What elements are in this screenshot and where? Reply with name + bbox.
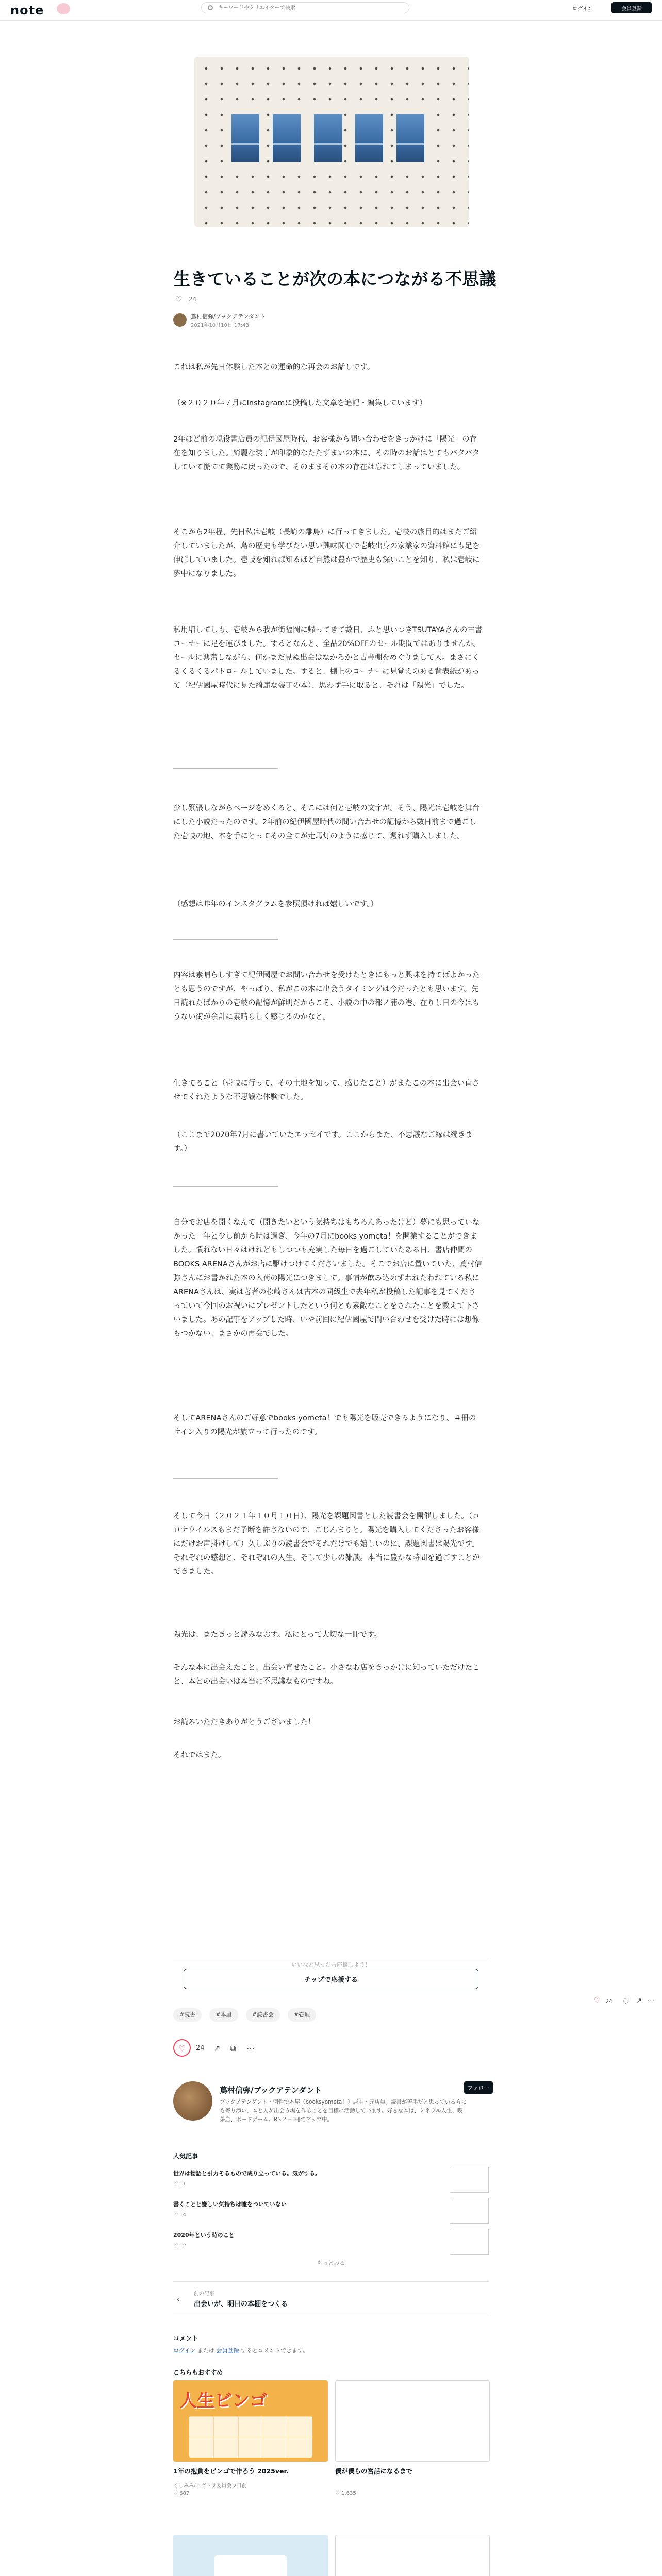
hero-book-4 xyxy=(354,113,384,163)
support-label: いいなと思ったら応援しよう！ xyxy=(291,1961,371,1968)
bingo-title: 人生ビンゴ xyxy=(179,2391,267,2411)
popular-likes: ♡ 12 xyxy=(173,2243,186,2249)
share-icon[interactable]: ↗ xyxy=(636,1997,642,2005)
popular-thumbnail xyxy=(450,2229,489,2255)
login-button[interactable]: ログイン xyxy=(562,2,603,13)
hero-book-3 xyxy=(313,113,343,163)
creator-name[interactable]: 蔦村信弥/ブックアテンダント xyxy=(220,2086,322,2095)
more-icon[interactable]: ⋯ xyxy=(246,2043,255,2053)
hero-image xyxy=(194,57,469,227)
comment-or: または xyxy=(197,2347,214,2354)
recommend-likes: ♡ 687 xyxy=(173,2490,190,2496)
more-icon[interactable]: ⋯ xyxy=(648,1997,654,2005)
popular-thumbnail xyxy=(450,2167,489,2193)
paragraph: 2年ほど前の現役書店員の紀伊國屋時代、お客様から問い合わせをきっかけに「陽光」の存在を知りました。綺麗な装丁が印象的なたたずまいの本に、その時のお話はとてもパタパタしていて慌てて業務に戻ったので、そのままその本の存在は忘れてしまっていました。 xyxy=(173,435,480,471)
popular-heading: 人気記事 xyxy=(173,2153,198,2160)
previous-title: 出会いが、明日の本棚をつくる xyxy=(194,2300,288,2308)
search-box[interactable] xyxy=(201,2,409,13)
recommend-thumbnail xyxy=(335,2380,490,2462)
previous-label: 前の記事 xyxy=(194,2291,214,2297)
tip-button-label: チップで応援する xyxy=(304,1976,358,1984)
thumbnail-card xyxy=(214,2555,287,2576)
popular-likes: ♡ 14 xyxy=(173,2212,186,2218)
recommend-title: 僕が僕らの宮話になるまで xyxy=(335,2467,413,2475)
logo-badge-icon xyxy=(57,3,70,14)
comment-heading: コメント xyxy=(173,2335,198,2342)
comment-icon[interactable]: ◌ xyxy=(623,1997,629,2005)
paragraph: 私用増してしも、壱岐から我が街福岡に帰ってきて數日、ふと思いつきTSUTAYAさんの古書コーナーに足を運びました。するとなんと、全品20%OFFのセール期間ではありませんか。セールに興奮しながら、何かまだ見ぬ出会はなかろかと古書棚をめぐりまして人。まさにくるくるくるパトロールしていました。すると、棚上のコーナーに見覚えのある背表紙があって（紀伊國屋時代に見た綺麗な装丁の本）、思わず手に取ると、それは「陽光」でした。 xyxy=(173,626,483,690)
heart-icon[interactable]: ♡ xyxy=(175,295,183,304)
tag-chip[interactable]: #本屋 xyxy=(209,2008,238,2022)
signup-button[interactable]: 会員登録 xyxy=(611,2,652,13)
popular-item[interactable] xyxy=(173,2167,489,2193)
section-divider: ―――――――――――――― xyxy=(173,1474,278,1482)
paragraph: 生きてること（壱岐に行って、その土地を知って、感じたこと）がまたこの本に出会い直させてくれたような不思議な体験でした。 xyxy=(173,1079,479,1101)
tip-button[interactable] xyxy=(184,1969,478,1989)
popular-like-count: 11 xyxy=(179,2181,186,2187)
previous-article[interactable] xyxy=(173,2281,489,2316)
section-divider: ―――――――――――――― xyxy=(173,1182,278,1191)
recommend-likes: ♡ 1,635 xyxy=(335,2490,356,2496)
paragraph: （感想は昨年のインスタグラムを参照頂ければ嬉しいです。） xyxy=(173,900,378,908)
note-logo[interactable]: note xyxy=(10,3,44,18)
hero-book-5 xyxy=(395,113,425,163)
article-title: 生きていることが次の本につながる不思議 xyxy=(173,269,496,289)
signup-link[interactable]: 会員登録 xyxy=(216,2347,239,2354)
action-row xyxy=(173,2039,493,2060)
follow-button[interactable]: フォロー xyxy=(464,2081,493,2094)
post-date: 2021年10月10日 17:43 xyxy=(191,323,249,328)
section-divider: ―――――――――――――― xyxy=(173,935,278,943)
paragraph: 内容は素晴らしすぎて紀伊國屋でお問い合わせを受けたときにもっと興味を持てばよかったとも思うのですが、やっぱり、私がこの本に出会うタイミングは今だったとも思います。先日読れたばかりの壱岐の記憶が鮮明だからこそ、小説の中の都ノ浦の港、在りし日の今はもうない街が余計に素晴らしく感じるのかなと。 xyxy=(173,971,480,1021)
heart-icon[interactable]: ♡ xyxy=(594,1997,600,2005)
recommend-author: くしみみ/バグトラ委員会 2日前 xyxy=(173,2483,247,2489)
recommend-like-count: 1,635 xyxy=(341,2490,356,2496)
like-count: 24 xyxy=(196,2044,205,2052)
creator-avatar[interactable] xyxy=(173,2081,212,2121)
recommend-thumbnail xyxy=(173,2380,328,2462)
paragraph: （ここまで2020年7月に書いていたエッセイです。ここからまた、不思議なご縁は続きます。） xyxy=(173,1131,473,1153)
popular-item[interactable] xyxy=(173,2198,489,2224)
recommend-like-count: 687 xyxy=(179,2490,190,2496)
like-count: 24 xyxy=(189,296,197,303)
search-icon xyxy=(208,5,213,10)
tag-list xyxy=(173,2008,493,2024)
paragraph: そして今日（２０２１年１０月１０日）、陽光を課題図書とした読書会を開催しました。（コロナウイルスもまだ予断を許さないので、ごじんまりと。陽光を購入してくださったお客様にだけお声掛けして）久しぶりの読書会でそれだけでも嬉しいのに、課題図書は陽光です。それぞれの感想と、それぞれの人生、そして少しの雑談。本当に豊かな時間を過ごすことができました。 xyxy=(173,1512,480,1576)
paragraph: それではまた。 xyxy=(173,1751,226,1759)
chevron-left-icon: ‹ xyxy=(176,2294,180,2304)
popular-title: 世界は物語と引力そるもので成り立っている。気がする。 xyxy=(173,2170,321,2177)
author-name[interactable]: 蔦村信弥/ブックアテンダント xyxy=(191,313,266,320)
popular-thumbnail xyxy=(450,2198,489,2224)
paragraph: 陽光は、またきっと読みなおす。私にとって大切な一冊です。 xyxy=(173,1631,382,1639)
paragraph: お読みいただきありがとうございました！ xyxy=(173,1718,316,1726)
like-count: 24 xyxy=(605,1998,613,2005)
popular-like-count: 12 xyxy=(179,2243,186,2249)
hero-book-2 xyxy=(272,113,302,163)
comment-tail: するとコメントできます。 xyxy=(240,2347,309,2354)
paragraph: 少し緊張しながらページをめくると、そこには何と壱岐の文字が。そう、陽光は壱岐を舞台にした小説だったのです。2年前の紀伊國屋時代の問い合わせの記憶から數日前まで過ごした壱岐の地、本を手にとってその全てが走馬灯のように感じて、週れず購入しました。 xyxy=(173,804,480,840)
section-divider: ―――――――――――――― xyxy=(173,764,278,772)
recommend-heading: こちらもおすすめ xyxy=(173,2369,223,2376)
paragraph: そんな本に出会えたこと、出会い直せたこと。小さなお店をきっかけに知っていただけたこと、本との出会いは本当に不思議なものですね。 xyxy=(173,1664,480,1686)
share-icon[interactable]: ↗ xyxy=(213,2043,221,2053)
more-link[interactable]: もっとみる xyxy=(317,2260,345,2266)
popular-title: 書くことと嫌しい気持ちは嘘をついていない xyxy=(173,2201,287,2208)
login-link[interactable]: ログイン xyxy=(173,2347,196,2354)
bookmark-icon[interactable]: ⧉ xyxy=(230,2043,236,2053)
creator-description: ブックアテンダント・個性で本屋（booksyometa！）店主・元店員。読書が苦手だと思っている方にも寄り添い、本と人が出会う場を作ることを目標に活動しています。好きな本は、ミネラル人生、喫茶店、ボードゲーム。RS 2～3冊でアップ中。 xyxy=(220,2099,467,2123)
paragraph: 自分でお店を開くなんて（開きたいという気持ちはもちろんあったけど）夢にも思っていなかった一年と少し前から時は過ぎ、今年の7月にbooks yometa！を開業することができました。慣れない日々はけれどもしつつも充実した毎日を過ごしていたある日、書店仲間のBOOKS ARENAさんがお店に駆けつけてくださいました。そこでお店に置いていた、蔦村信弥さんにお書かれた本の入荷の陽光につきまして。事情が飲み込めずわれたわれている私にARENAさんは、実は著者の松崎さんは古本の同級生で去年私が投稿した記事を見てくださっていて今回のお祝いにプレゼントしたという何とも素敵なことをされたことを教えて下さいました。あの記事をアップした時、いや前回に紀伊國屋で問い合わせを受けた時には想像もつかない、まさかの再会でした。 xyxy=(173,1218,482,1338)
recommend-thumbnail xyxy=(335,2535,490,2576)
paragraph: そこから2年程、先日私は壱岐（長崎の離島）に行ってきました。壱岐の旅目的はまたご紹介していましたが、島の歴史も学びたい思い興味関心で壱岐出身の家業家の資料館にも足を伸ばしていました。壱岐を知れば知るほど自然は豊かで歴史も深いことを知り、私は壱岐に夢中になりました。 xyxy=(173,528,480,578)
popular-item[interactable] xyxy=(173,2229,489,2255)
tag-chip[interactable]: #壱岐 xyxy=(288,2008,316,2022)
search-input[interactable] xyxy=(218,4,404,12)
support-section xyxy=(173,1958,489,1993)
recommend-title: 1年の抱負をビンゴで作ろう 2025ver. xyxy=(173,2467,289,2475)
popular-like-count: 14 xyxy=(179,2212,186,2218)
comment-note xyxy=(173,2346,308,2354)
popular-likes: ♡ 11 xyxy=(173,2181,186,2187)
paragraph: これは私が先日体験した本との運命的な再会のお話しです。 xyxy=(173,363,375,371)
top-header xyxy=(0,0,662,21)
tag-chip[interactable]: #読書会 xyxy=(246,2008,280,2022)
paragraph: そしてARENAさんのご好意でbooks yometa！でも陽光を販売できるようになり、４冊のサイン入りの陽光が旅立って行ったのです。 xyxy=(173,1414,476,1436)
author-avatar[interactable] xyxy=(173,313,187,327)
like-button[interactable]: ♡ xyxy=(173,2039,191,2057)
popular-title: 2020年という時のこと xyxy=(173,2232,235,2239)
paragraph: （※２０２０年７月にInstagramに投稿した文章を追記・編集しています） xyxy=(173,399,427,408)
tag-chip[interactable]: #読書 xyxy=(173,2008,202,2022)
floating-action-bar xyxy=(594,1997,656,2009)
bingo-grid xyxy=(189,2416,312,2458)
recommend-thumbnail xyxy=(173,2535,328,2576)
hero-book-1 xyxy=(230,113,260,163)
